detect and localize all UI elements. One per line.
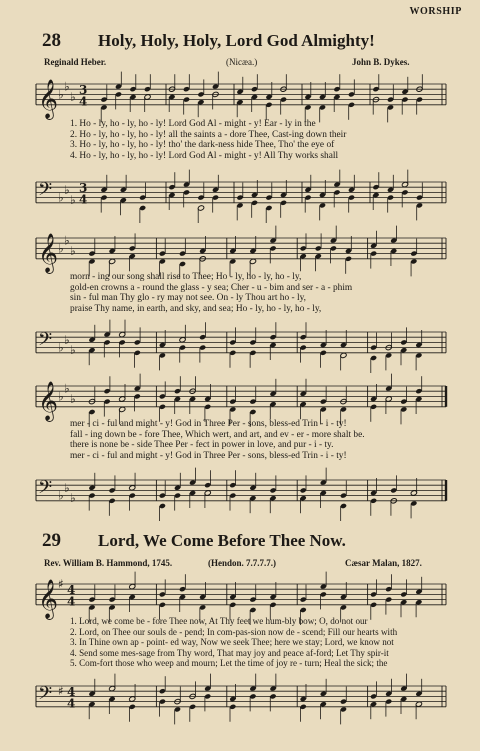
verse-line: 3. In Thine own ap - point- ed way, Now we seek Thee; here we stay; Lord, we know not <box>70 637 394 648</box>
section-heading: WORSHIP <box>409 6 462 17</box>
flat-icon: ♭ <box>64 381 70 396</box>
verse-line: 4. Ho - ly, ho - ly, ho - ly! Lord God Al - might - y! All Thy works shall <box>70 150 339 161</box>
verse-line: 4. Send some mes-sage from Thy word, That may joy and peace af-ford; Let Thy spir-it <box>70 647 389 658</box>
sharp-icon: ♯ <box>58 577 64 591</box>
verse-lines <box>70 119 346 161</box>
treble-clef-icon: 𝄞 <box>38 78 59 119</box>
verse-lines <box>70 616 397 669</box>
verse-line: 5. Com-fort those who weep and mourn; Let the time of joy re - turn; Heal the sick; the <box>70 658 388 669</box>
flat-icon: ♭ <box>70 343 76 358</box>
verse-lines <box>70 419 365 461</box>
verse-line: 3. Ho - ly, ho - ly, ho - ly! tho' the dark-ness hide Thee, Tho' the eye of <box>70 140 335 151</box>
flat-icon: ♭ <box>58 488 64 503</box>
hymn-number: 29 <box>42 530 61 551</box>
flat-icon: ♭ <box>64 480 70 495</box>
time-signature: 4 <box>67 696 76 711</box>
treble-clef-icon: 𝄞 <box>38 232 59 273</box>
verse-line: sin - ful man Thy glo - ry may not see. On - ly Thou art ho - ly, <box>70 293 306 304</box>
hymn-title: Lord, We Come Before Thee Now. <box>98 531 346 550</box>
bass-clef-icon: 𝄢 <box>38 179 53 205</box>
flat-icon: ♭ <box>64 79 70 94</box>
hymn-author: Reginald Heber. <box>44 57 107 67</box>
hymn-composer: John B. Dykes. <box>352 57 410 67</box>
verse-line: 2. Ho - ly, ho - ly, ho - ly! all the saints a - dore Thee, Cast-ing down their <box>70 129 347 140</box>
staff-bass <box>0 672 480 728</box>
time-signature: 4 <box>67 684 76 699</box>
bass-clef-icon: 𝄢 <box>38 329 53 355</box>
verse-line: there is none be - side Thee Per - fect in power in love, and pur - i - ty. <box>70 440 334 451</box>
staff-bass <box>0 168 480 224</box>
verse-line: praise Thy name, in earth, and sky, and sea; Ho - ly, ho - ly, ho - ly, <box>70 303 322 314</box>
flat-icon: ♭ <box>58 87 64 102</box>
hymn-composer: Cæsar Malan, 1827. <box>345 558 422 568</box>
flat-icon: ♭ <box>64 332 70 347</box>
treble-clef-icon: 𝄞 <box>38 578 59 619</box>
flat-icon: ♭ <box>58 389 64 404</box>
sharp-icon: ♯ <box>58 684 64 699</box>
verse-line: 1. Lord, we come be - fore Thee now, At Thy feet we hum-bly bow; O, do not our <box>70 616 368 626</box>
flat-icon: ♭ <box>70 392 76 406</box>
staff-bass <box>0 466 480 522</box>
treble-clef-icon: 𝄞 <box>38 380 59 421</box>
hymn-author: Rev. William B. Hammond, 1745. <box>44 558 173 568</box>
staff-treble <box>0 70 480 126</box>
verse-line: mer - ci - ful and might - y! God in Three Per - sons, bless-ed Trin - i - ty! <box>70 419 347 429</box>
flat-icon: ♭ <box>58 190 64 205</box>
verse-line: fall - ing down be - fore Thee, Which wert, and art, and ev - er - more shalt be. <box>70 429 365 440</box>
time-signature: 4 <box>79 192 88 207</box>
tune-name: (Nicæa.) <box>226 57 258 67</box>
time-signature: 3 <box>79 82 88 97</box>
time-signature: 3 <box>79 180 88 195</box>
hymn-title: Holy, Holy, Holy, Lord God Almighty! <box>98 31 375 50</box>
verse-line: gold-en crowns a - round the glass - y sea; Cher - u - bim and ser - a - phim <box>70 282 353 293</box>
time-signature: 4 <box>67 594 76 609</box>
flat-icon: ♭ <box>70 193 76 208</box>
hymn-number: 28 <box>42 30 61 51</box>
flat-icon: ♭ <box>64 233 70 248</box>
verse-line: morn - ing our song shall rise to Thee; Ho - ly, ho - ly, ho - ly, <box>70 272 302 282</box>
flat-icon: ♭ <box>58 241 64 256</box>
flat-icon: ♭ <box>58 340 64 355</box>
flat-icon: ♭ <box>70 244 76 258</box>
staff-bass <box>0 318 480 374</box>
tune-name: (Hendon. 7.7.7.7.) <box>208 558 277 568</box>
flat-icon: ♭ <box>64 182 70 197</box>
time-signature: 4 <box>67 582 76 597</box>
time-signature: 4 <box>79 94 88 109</box>
bass-clef-icon: 𝄢 <box>38 683 53 709</box>
verse-lines <box>70 272 352 314</box>
flat-icon: ♭ <box>70 491 76 506</box>
bass-clef-icon: 𝄢 <box>38 477 53 503</box>
verse-line: mer - ci - ful and might - y! God in Three Per - sons, bless-ed Trin - i - ty! <box>70 450 347 461</box>
verse-line: 2. Lord, on Thee our souls de - pend; In com-pas-sion now de - scend; Fill our hearts with <box>70 626 398 637</box>
verse-line: 1. Ho - ly, ho - ly, ho - ly! Lord God Al - might - y! Ear - ly in the <box>70 119 316 129</box>
flat-icon: ♭ <box>70 90 76 104</box>
